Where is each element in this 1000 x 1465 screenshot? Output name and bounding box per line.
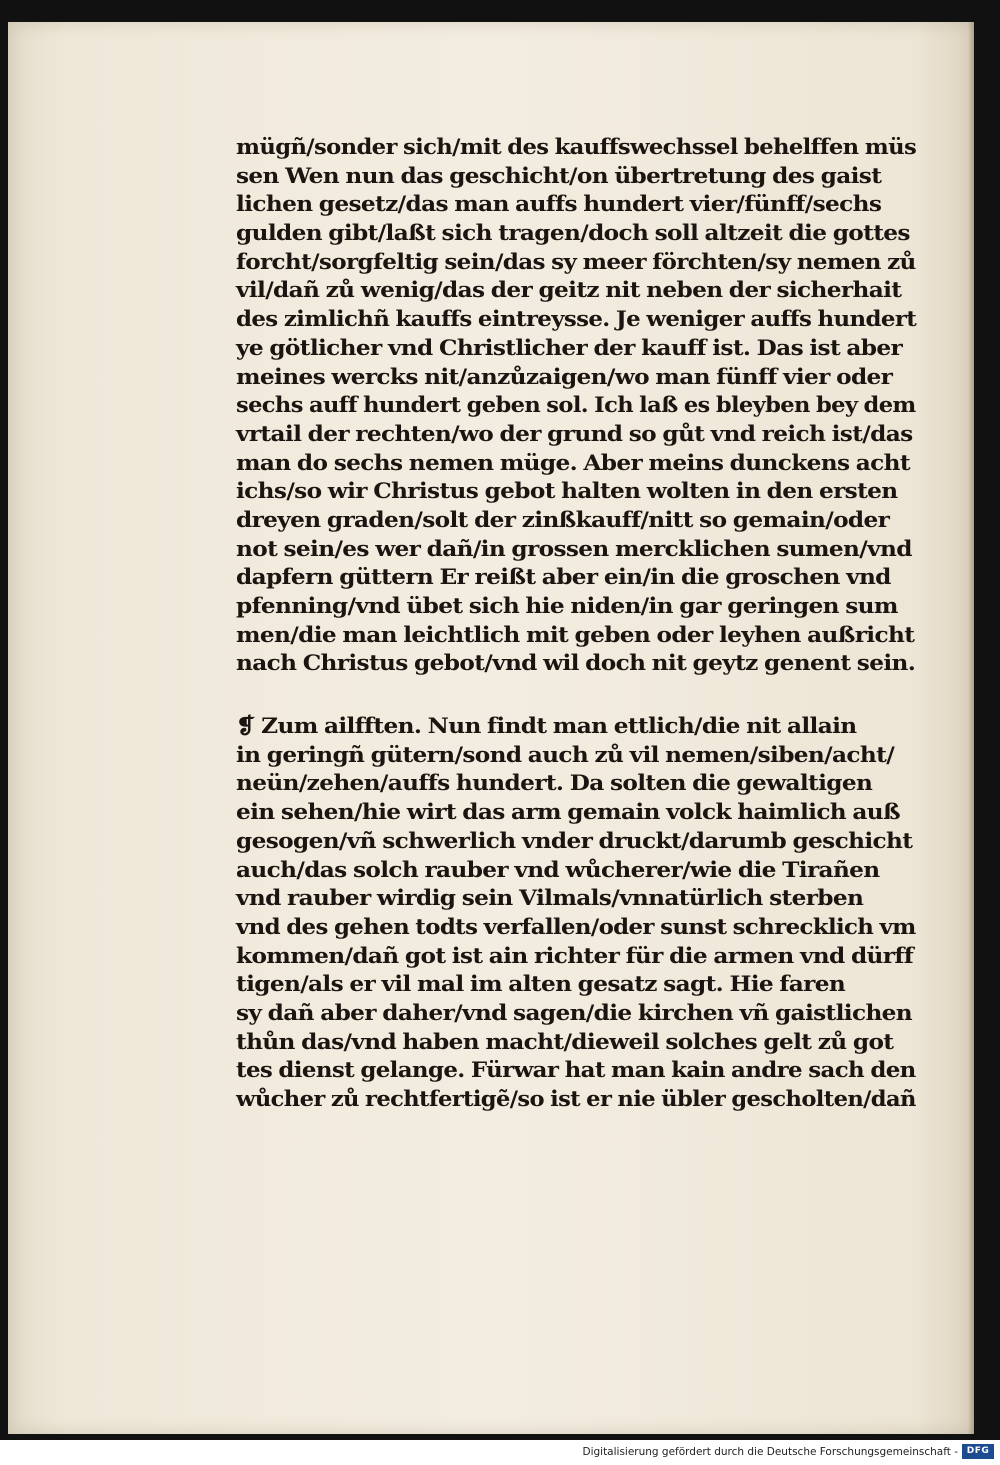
- text-line: mügñ/sonder sich/mit des kauffswechssel behelffen müs: [236, 135, 917, 160]
- text-line: vil/dañ zů wenig/das der geitz nit neben der sicherhait: [236, 278, 902, 304]
- text-line: not sein/es wer dañ/in grossen mercklichen sumen/vnd: [236, 536, 912, 562]
- text-line: ❡ Zum ailfften. Nun findt man ettlich/die nit allain: [236, 714, 857, 740]
- text-line: ye götlicher vnd Christlicher der kauff ist. Das ist aber: [236, 335, 903, 361]
- text-line: des zimlichñ kauffs eintreysse. Je weniger auffs hundert: [236, 307, 917, 333]
- text-line: men/die man leichtlich mit geben oder leyhen außricht: [236, 622, 915, 648]
- page-text-block: [236, 134, 926, 1115]
- text-line: ichs/so wir Christus gebot halten wolten in den ersten: [236, 479, 898, 505]
- paragraph: [236, 713, 926, 1115]
- text-line: gesogen/vñ schwerlich vnder druckt/darumb geschicht: [236, 828, 913, 854]
- text-line: tigen/als er vil mal im alten gesatz sagt. Hie faren: [236, 972, 846, 998]
- text-line: man do sechs nemen müge. Aber meins dunckens acht: [236, 450, 910, 476]
- text-line: vnd rauber wirdig sein Vilmals/vnnatürlich sterben: [236, 886, 864, 912]
- text-line: sechs auff hundert geben sol. Ich laß es bleyben bey dem: [236, 393, 916, 419]
- footer-bar: [0, 1440, 1000, 1465]
- text-line: nach Christus gebot/vnd wil doch nit geytz genent sein.: [236, 651, 916, 677]
- text-line: tes dienst gelange. Fürwar hat man kain andre sach den: [236, 1058, 916, 1084]
- book-page: [8, 22, 974, 1434]
- text-line: dapfern güttern Er reißt aber ein/in die groschen vnd: [236, 565, 891, 591]
- text-line: forcht/sorgfeltig sein/das sy meer förchten/sy nemen zů: [236, 249, 916, 275]
- text-line: kommen/dañ got ist ain richter für die armen vnd dürff: [236, 943, 914, 969]
- text-line: neün/zehen/auffs hundert. Da solten die gewaltigen: [236, 771, 873, 797]
- paragraph: [236, 134, 926, 679]
- text-line: thůn das/vnd haben macht/dieweil solches gelt zů got: [236, 1029, 894, 1055]
- text-line: ein sehen/hie wirt das arm gemain volck haimlich auß: [236, 800, 901, 826]
- text-line: gulden gibt/laßt sich tragen/doch soll altzeit die gottes: [236, 221, 910, 247]
- text-line: pfenning/vnd übet sich hie niden/in gar geringen sum: [236, 594, 898, 619]
- text-line: lichen gesetz/das man auffs hundert vier/fünff/sechs: [236, 192, 882, 218]
- text-line: auch/das solch rauber vnd wůcherer/wie die Tirañen: [236, 857, 880, 883]
- funding-credit: Digitalisierung gefördert durch die Deutsche Forschungsgemeinschaft -: [582, 1446, 958, 1458]
- text-line: vnd des gehen todts verfallen/oder sunst schrecklich vm: [236, 914, 916, 940]
- text-line: meines wercks nit/anzůzaigen/wo man fünff vier oder: [236, 364, 893, 390]
- text-line: vrtail der rechten/wo der grund so gůt vnd reich ist/das: [236, 421, 913, 447]
- text-line: sen Wen nun das geschicht/on übertretung des gaist: [236, 163, 882, 189]
- text-line: wůcher zů rechtfertigẽ/so ist er nie übler gescholten/dañ: [236, 1087, 916, 1112]
- text-line: sy dañ aber daher/vnd sagen/die kirchen vñ gaistlichen: [236, 1000, 913, 1026]
- dfg-logo: DFG: [962, 1444, 994, 1459]
- text-line: dreyen graden/solt der zinßkauff/nitt so gemain/oder: [236, 507, 890, 533]
- text-line: in geringñ gütern/sond auch zů vil nemen/siben/acht/: [236, 742, 895, 768]
